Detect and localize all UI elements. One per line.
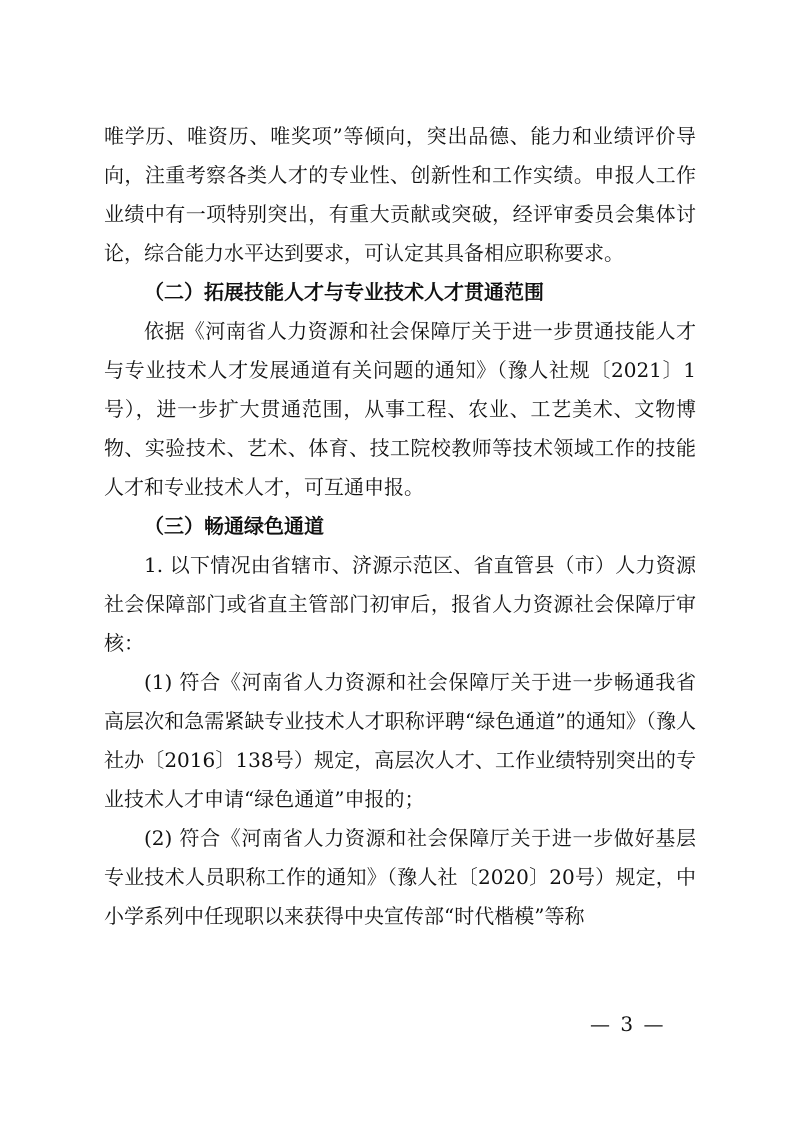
page-number: — 3 — [590, 1012, 666, 1036]
paragraph-item-1: 1. 以下情况由省辖市、济源示范区、省直管县（市）人力资源社会保障部门或省直主管部门初审后，报省人力资源社会保障厅审核： [104, 553, 696, 655]
paragraph-section-2: 依据《河南省人力资源和社会保障厅关于进一步贯通技能人才与专业技术人才发展通道有关问题的通知》（豫人社规〔2021〕1号），进一步扩大贯通范围，从事工程、农业、工艺美术、文物博物、实验技术、艺术、体育、技工院校教师等技术领域工作的技能人才和专业技术人才，可互通申报。 [104, 319, 696, 499]
paragraph-item-1-1: (1) 符合《河南省人力资源和社会保障厅关于进一步畅通我省高层次和急需紧缺专业技术人才职称评聘“绿色通道”的通知》（豫人社办〔2016〕138号）规定，高层次人才、工作业绩特别突出的专业技术人才申请“绿色通道”申报的； [104, 670, 696, 811]
paragraph-item-1-2: (2) 符合《河南省人力资源和社会保障厅关于进一步做好基层专业技术人员职称工作的通知》（豫人社〔2020〕20号）规定，中小学系列中任现职以来获得中央宣传部“时代楷模”等称 [104, 826, 696, 928]
paragraph-continued: 唯学历、唯资历、唯奖项”等倾向，突出品德、能力和业绩评价导向，注重考察各类人才的专业性、创新性和工作实绩。申报人工作业绩中有一项特别突出，有重大贡献或突破，经评审委员会集体讨论，综合能力水平达到要求，可认定其具备相应职称要求。 [104, 124, 696, 265]
body-text [104, 117, 696, 936]
section-heading-2: （二）拓展技能人才与专业技术人才贯通范围 [144, 280, 544, 304]
section-heading-3: （三）畅通绿色通道 [144, 514, 324, 538]
